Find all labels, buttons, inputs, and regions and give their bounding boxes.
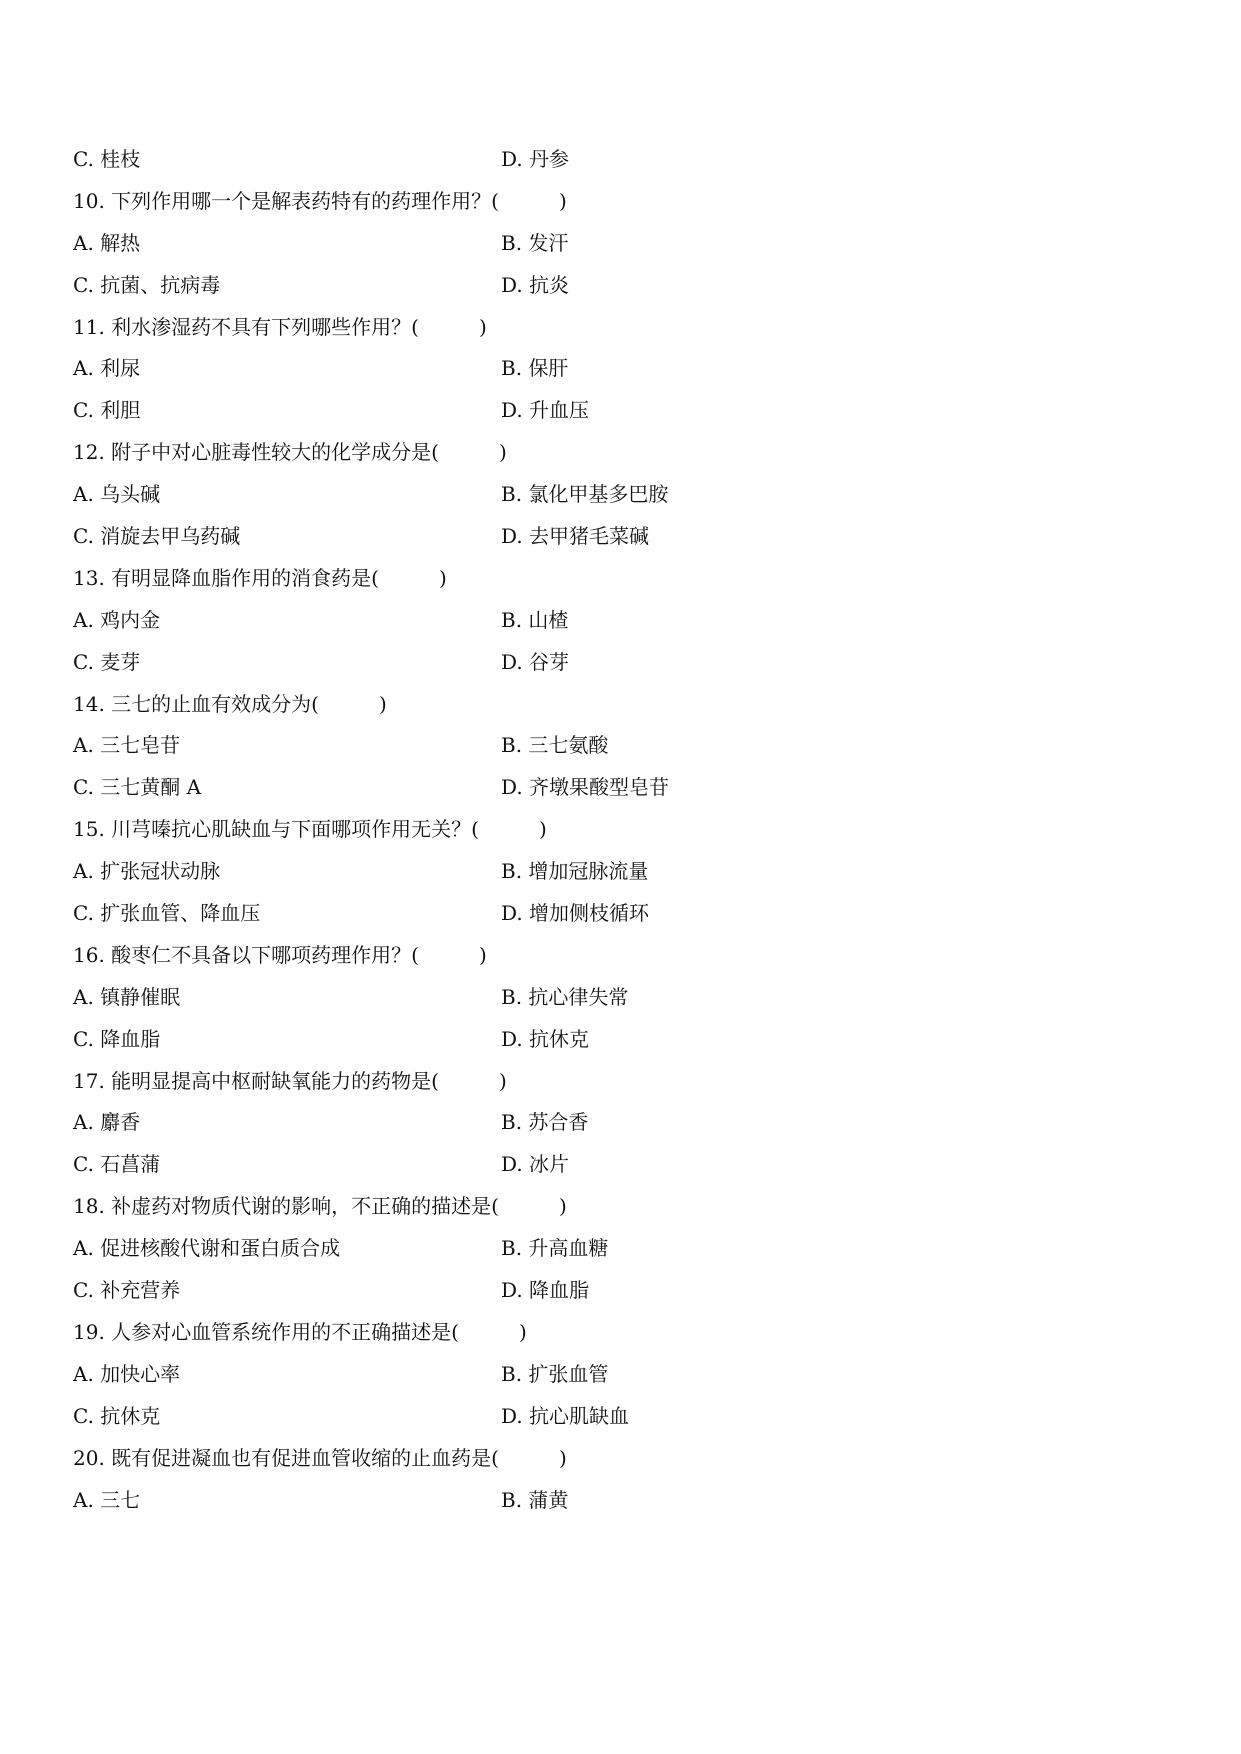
option-left: C. 麦芽: [73, 649, 141, 674]
option-right: B. 苏合香: [501, 1110, 589, 1135]
options-row: [73, 642, 1173, 684]
option-right: D. 冰片: [501, 1152, 570, 1177]
options-row: [73, 600, 1173, 642]
option-right: D. 抗炎: [501, 272, 570, 297]
option-left: C. 抗菌、抗病毒: [73, 272, 221, 297]
options-row: [73, 1102, 1173, 1144]
question-text: 20. 既有促进凝血也有促进血管收缩的止血药是( ): [73, 1445, 567, 1470]
option-right: D. 谷芽: [501, 649, 570, 674]
options-row: [73, 1396, 1173, 1438]
option-left: C. 消旋去甲乌药碱: [73, 524, 241, 549]
question-row: [73, 1061, 1173, 1103]
options-row: [73, 390, 1173, 432]
options-row: [73, 1354, 1173, 1396]
question-row: [73, 181, 1173, 223]
option-right: B. 发汗: [501, 230, 569, 255]
question-row: [73, 809, 1173, 851]
question-row: [73, 684, 1173, 726]
question-text: 12. 附子中对心脏毒性较大的化学成分是( ): [73, 440, 507, 465]
option-right: B. 保肝: [501, 356, 569, 381]
question-text: 13. 有明显降血脂作用的消食药是( ): [73, 565, 447, 590]
question-row: [73, 432, 1173, 474]
question-row: [73, 307, 1173, 349]
options-row: [73, 1144, 1173, 1186]
option-right: D. 降血脂: [501, 1278, 590, 1303]
option-right: B. 山楂: [501, 607, 569, 632]
option-right: B. 增加冠脉流量: [501, 859, 649, 884]
options-row: [73, 725, 1173, 767]
options-row: [73, 1228, 1173, 1270]
option-left: A. 促进核酸代谢和蛋白质合成: [73, 1236, 341, 1261]
question-text: 10. 下列作用哪一个是解表药特有的药理作用？( ): [73, 188, 567, 213]
option-left: A. 乌头碱: [73, 482, 161, 507]
options-row: [73, 1480, 1173, 1522]
option-left: C. 扩张血管、降血压: [73, 901, 261, 926]
question-text: 16. 酸枣仁不具备以下哪项药理作用？( ): [73, 942, 487, 967]
option-left: C. 三七黄酮 A: [73, 775, 202, 800]
question-text: 11. 利水渗湿药不具有下列哪些作用？( ): [73, 314, 487, 339]
options-row: [73, 265, 1173, 307]
question-text: 17. 能明显提高中枢耐缺氧能力的药物是( ): [73, 1068, 507, 1093]
option-right: B. 扩张血管: [501, 1361, 609, 1386]
options-row: [73, 893, 1173, 935]
options-row: [73, 474, 1173, 516]
question-row: [73, 1438, 1173, 1480]
question-list: [73, 139, 1173, 1521]
option-left: A. 解热: [73, 230, 141, 255]
question-text: 19. 人参对心血管系统作用的不正确描述是( ): [73, 1319, 527, 1344]
option-left: C. 降血脂: [73, 1026, 161, 1051]
options-row: [73, 223, 1173, 265]
option-left: A. 扩张冠状动脉: [73, 859, 221, 884]
option-left: A. 利尿: [73, 356, 141, 381]
options-row: [73, 1270, 1173, 1312]
options-row: [73, 139, 1173, 181]
option-right: D. 丹参: [501, 147, 570, 171]
option-right: D. 去甲猪毛菜碱: [501, 524, 650, 549]
question-row: [73, 935, 1173, 977]
option-left: A. 加快心率: [73, 1361, 181, 1386]
option-right: B. 蒲黄: [501, 1487, 569, 1512]
option-right: D. 齐墩果酸型皂苷: [501, 775, 670, 800]
option-right: B. 三七氨酸: [501, 733, 609, 758]
options-row: [73, 977, 1173, 1019]
question-row: [73, 1186, 1173, 1228]
options-row: [73, 851, 1173, 893]
question-text: 18. 补虚药对物质代谢的影响，不正确的描述是( ): [73, 1194, 567, 1219]
option-left: A. 麝香: [73, 1110, 141, 1135]
option-left: C. 石菖蒲: [73, 1152, 161, 1177]
options-row: [73, 348, 1173, 390]
option-left: A. 三七皂苷: [73, 733, 181, 758]
option-right: D. 升血压: [501, 398, 590, 423]
question-row: [73, 558, 1173, 600]
question-row: [73, 1312, 1173, 1354]
option-left: C. 桂枝: [73, 147, 141, 171]
option-right: B. 氯化甲基多巴胺: [501, 482, 669, 507]
options-row: [73, 516, 1173, 558]
option-left: A. 三七: [73, 1487, 141, 1512]
option-left: C. 补充营养: [73, 1278, 181, 1303]
option-right: D. 增加侧枝循环: [501, 901, 650, 926]
option-left: C. 利胆: [73, 398, 141, 423]
option-right: B. 抗心律失常: [501, 984, 629, 1009]
question-text: 15. 川芎嗪抗心肌缺血与下面哪项作用无关？( ): [73, 817, 547, 842]
question-text: 14. 三七的止血有效成分为( ): [73, 691, 387, 716]
options-row: [73, 1019, 1173, 1061]
option-right: B. 升高血糖: [501, 1236, 609, 1261]
option-right: D. 抗休克: [501, 1026, 590, 1051]
option-right: D. 抗心肌缺血: [501, 1403, 630, 1428]
options-row: [73, 767, 1173, 809]
option-left: A. 镇静催眠: [73, 984, 181, 1009]
option-left: C. 抗休克: [73, 1403, 161, 1428]
option-left: A. 鸡内金: [73, 607, 161, 632]
